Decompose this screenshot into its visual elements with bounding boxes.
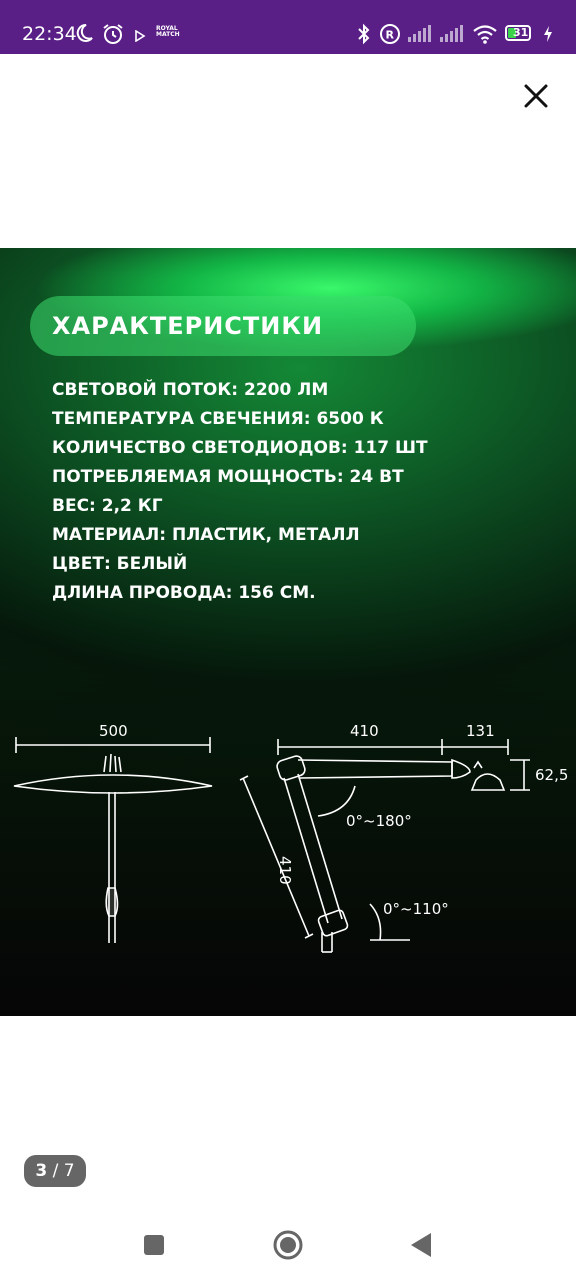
charging-icon — [542, 25, 554, 47]
bluetooth-icon — [356, 22, 372, 50]
battery-icon — [505, 25, 531, 41]
home-circle-icon — [270, 1227, 306, 1263]
spec-item: ПОТРЕБЛЯЕМАЯ МОЩНОСТЬ: 24 ВТ — [52, 467, 404, 487]
brand-badge: ROYAL MATCH — [156, 25, 180, 38]
spec-item: ТЕМПЕРАТУРА СВЕЧЕНИЯ: 6500 К — [52, 409, 384, 429]
page-total: 7 — [63, 1161, 75, 1181]
alarm-icon — [101, 22, 125, 50]
play-icon — [134, 27, 146, 46]
status-bar — [0, 0, 576, 54]
moon-icon — [74, 22, 94, 48]
image-title: ХАРАКТЕРИСТИКИ — [52, 312, 324, 340]
status-time: 22:34 — [22, 23, 77, 45]
back-triangle-icon — [404, 1229, 436, 1261]
width-label: 500 — [99, 722, 128, 740]
spec-item: ДЛИНА ПРОВОДА: 156 СМ. — [52, 583, 316, 603]
signal-icon — [438, 22, 466, 48]
page-current: 3 — [35, 1161, 48, 1181]
recents-square-icon — [138, 1229, 170, 1261]
recents-button[interactable] — [138, 1229, 170, 1261]
spec-item: ВЕС: 2,2 КГ — [52, 496, 163, 516]
battery-level: 31 — [513, 26, 529, 39]
arm-length-label: 410 — [350, 722, 379, 740]
spec-item: ЦВЕТ: БЕЛЫЙ — [52, 554, 188, 574]
head-height-label: 62,5 — [535, 766, 569, 784]
product-image[interactable] — [0, 248, 576, 1016]
base-angle-label: 0°~110° — [383, 900, 449, 918]
page-separator: / — [52, 1161, 59, 1181]
home-button[interactable] — [270, 1227, 306, 1263]
page-counter — [24, 1155, 86, 1187]
lower-arm-label: 410 — [276, 856, 294, 885]
spec-item: СВЕТОВОЙ ПОТОК: 2200 ЛМ — [52, 380, 329, 400]
signal-icon — [406, 22, 434, 48]
upper-angle-label: 0°~180° — [346, 812, 412, 830]
wifi-icon — [471, 22, 499, 50]
spec-list — [52, 376, 428, 608]
lamp-front-view — [14, 737, 212, 943]
registered-icon — [379, 22, 401, 50]
close-button[interactable] — [518, 78, 554, 114]
lamp-side-view — [240, 739, 530, 952]
dimension-diagram — [0, 708, 576, 968]
close-icon — [518, 78, 554, 114]
spec-item: МАТЕРИАЛ: ПЛАСТИК, МЕТАЛЛ — [52, 525, 360, 545]
spec-item: КОЛИЧЕСТВО СВЕТОДИОДОВ: 117 ШТ — [52, 438, 428, 458]
head-length-label: 131 — [466, 722, 495, 740]
back-button[interactable] — [404, 1229, 436, 1261]
svg-text:R: R — [385, 28, 394, 42]
